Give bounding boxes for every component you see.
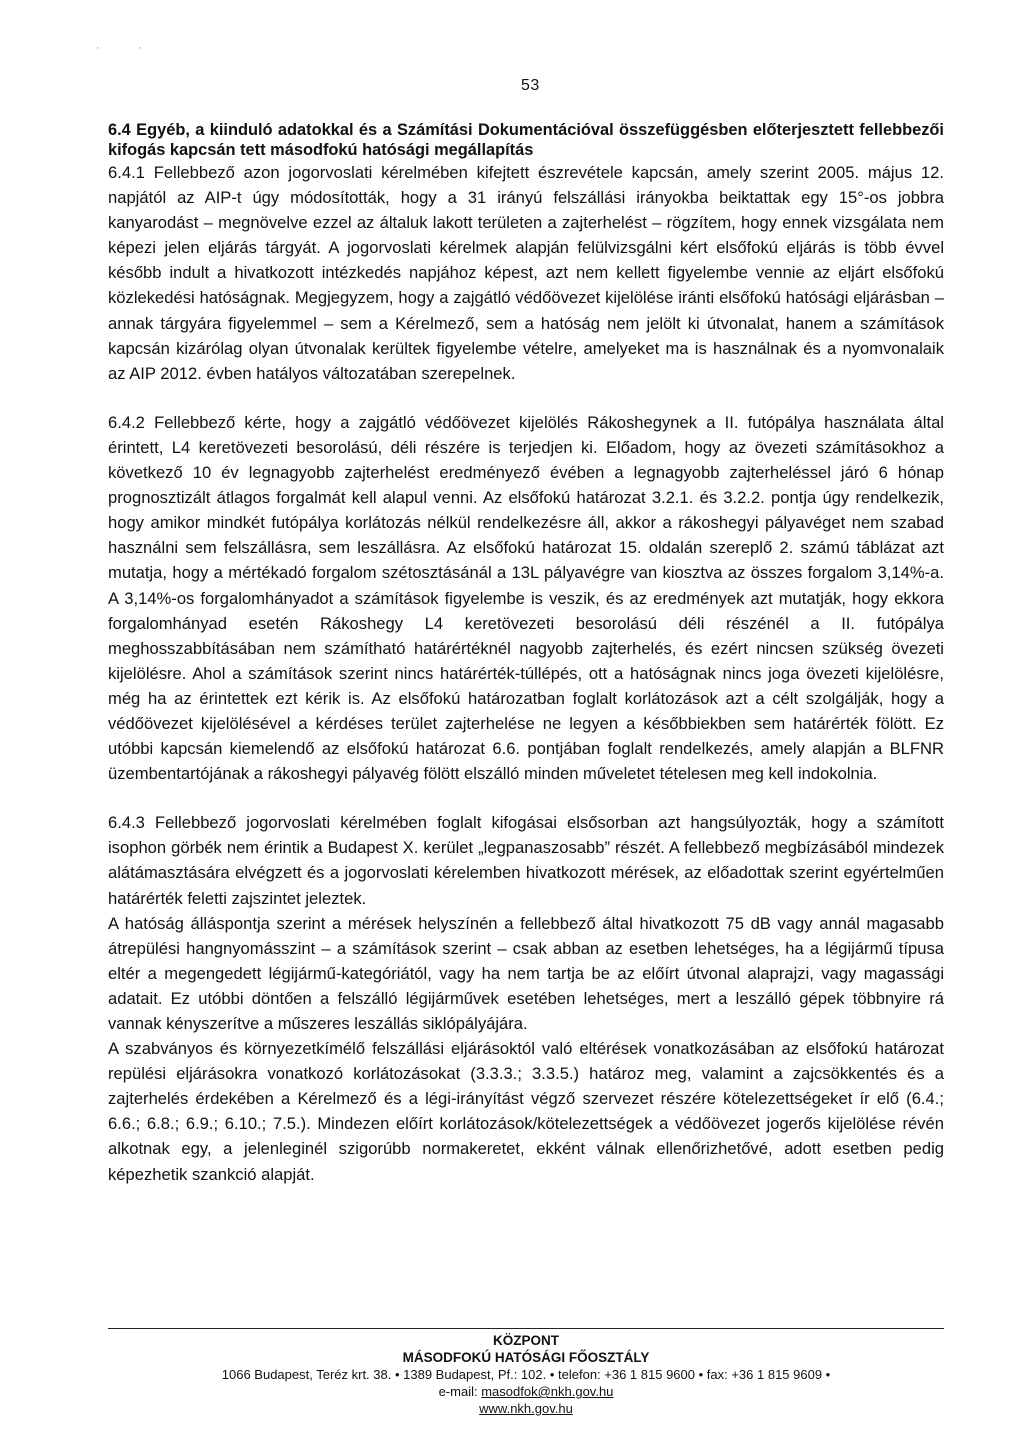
paragraph-6-4-2: 6.4.2 Fellebbező kérte, hogy a zajgátló védőövezet kijelölés Rákoshegynek a II. futópálya használata által érintett, L4 keretövezeti besorolású, déli részére is terjedjen ki. Előadom, hogy az övezeti számításokhoz a következő 10 év legnagyobb zajterhelést eredményező évében a legnagyobb zajterheléssel járó 6 hónap prognosztizált átlagos forgalmát kell alapul venni. Az elsőfokú határozat 3.2.1. és 3.2.2. pontja úgy rendelkezik, hogy amikor mindkét futópálya korlátozás nélkül rendelkezésre áll, akkor a rákoshegyi pályavéget nem szabad használni sem felszállásra, sem leszállásra. Az elsőfokú határozat 15. oldalán szereplő 2. számú táblázat azt mutatja, hogy a mértékadó forgalom szétosztásánál a 13L pályavégre van kiosztva az összes forgalom 3,14%-a. A 3,14%-os forgalomhányadot a számítások figyelembe is veszik, és az eredmények azt mutatják, hogy ekkora forgalomhányad esetén Rákoshegy L4 keretövezeti besorolású déli részénél a II. futópálya meghosszabbításában nem számítható határértéknél nagyobb zajterhelés, és ezért nincsen szükség övezeti kijelölésre. Ahol a számítások szerint nincs határérték-túllépés, ott a hatóságnak nincs joga övezeti kijelölésre, még ha az érintettek ezt kérik is. Az elsőfokú határozatban foglalt korlátozások azt a célt szolgálják, hogy a védőövezet kijelölésével a kérdéses terület zajterhelése ne legyen a későbbiekben sem határérték fölött. Ez utóbbi kapcsán kiemelendő az elsőfokú határozat 6.6. pontjában foglalt rendelkezés, amely alapján a BLFNR üzembentartójának a rákoshegyi pályavég fölött elszálló minden műveletet tételesen meg kell indokolnia. xyxy=(108,412,944,784)
paragraph-gap xyxy=(108,786,944,810)
section-title: 6.4 Egyéb, a kiinduló adatokkal és a Számítási Dokumentációval összefüggésben előterjesztett fellebbezői kifogás kapcsán tett másodfokú hatósági megállapítás xyxy=(108,121,944,159)
footer-address: 1066 Budapest, Teréz krt. 38. • 1389 Budapest, Pf.: 102. • telefon: +36 1 815 9600 • fax: +36 1 815 9609 • xyxy=(221,1367,831,1382)
paragraph-6-4-3-authority-position: A hatóság álláspontja szerint a mérések helyszínén a fellebbező által hivatkozott 75 dB vagy annál magasabb átrepülési hangnyomásszint – a számítások szerint – csak abban az esetben lehetséges, ha a légijármű típusa eltér a megengedett légijármű-kategóriától, vagy ha nem tartja be az előírt útvonal alaprajzi, vagy magassági adatait. Ez utóbbi döntően a felszálló légijárművek esetében lehetséges, mert a leszálló gépek többnyire rá vannak kényszerítve a műszeres leszállás siklópályájára. xyxy=(108,913,944,1033)
footer-email-line xyxy=(108,1383,944,1400)
scan-speck: · xyxy=(138,42,142,54)
paragraph-6-4-3-procedures: A szabványos és környezetkímélő felszállási eljárásoktól való eltérések vonatkozásában az elsőfokú határozat repülési eljárásokra vonatkozó korlátozásokat (3.3.3.; 3.3.5.) határoz meg, valamint a zajcsökkentés és a zajterhelés érdekében a Kérelmező és a légi-irányítást végző szervezet részére kötelezettségeket ír elő (6.4.; 6.6.; 6.8.; 6.9.; 6.10.; 7.5.). Mindezen előírt korlátozások/kötelezettségek a védőövezet jogerős kijelölése révén alkotnak egy, a jelenleginél szigorúbb normakeretet, ekként válnak ellenőrizhetővé, adott esetben pedig képezhetik szankció alapját. xyxy=(108,1039,944,1184)
document-body xyxy=(108,120,944,1187)
footer-email-link[interactable]: masodfok@nkh.gov.hu xyxy=(481,1384,614,1399)
paragraph-6-4-3: 6.4.3 Fellebbező jogorvoslati kérelmében foglalt kifogásai elsősorban azt hangsúlyozták, hogy a számított isophon görbék nem érintik a Budapest X. kerület „legpanaszosabb” részét. A fellebbező megbízásából mindezek alátámasztására elvégzett és a jogorvoslati kérelemben hivatkozott mérések, az előadottak szerint egyértelműen határérték feletti zajszintet jeleztek. xyxy=(108,813,944,908)
footer-department: MÁSODFOKÚ HATÓSÁGI FŐOSZTÁLY xyxy=(402,1350,650,1365)
page-number: 53 xyxy=(521,77,540,94)
letterhead-footer xyxy=(108,1328,944,1417)
scan-speck: · xyxy=(96,42,100,54)
footer-email-label: e-mail: xyxy=(438,1384,478,1399)
footer-web-link[interactable]: www.nkh.gov.hu xyxy=(479,1401,573,1416)
paragraph-6-4-1: 6.4.1 Fellebbező azon jogorvoslati kérelmében kifejtett észrevétele kapcsán, amely szerint 2005. május 12. napjától az AIP-t úgy módosították, hogy a 31 irányú felszállási irányokba beiktattak egy 15°-os jobbra kanyarodást – megnövelve ezzel az általuk lakott területen a zajterhelést – rögzítem, hogy ennek vizsgálata nem képezi jelen eljárás tárgyát. A jogorvoslati kérelmek alapján felülvizsgálni kért elsőfokú eljárás is több évvel később indult a hivatkozott intézkedés napjához képest, azt nem kellett figyelembe vennie az eljárt elsőfokú közlekedési hatóságnak. Megjegyzem, hogy a zajgátló védőövezet kijelölése iránti elsőfokú hatósági eljárásban – annak tárgyára figyelemmel – sem a Kérelmező, sem a hatóság nem jelölt ki útvonalat, hanem a számítások kapcsán kizárólag olyan útvonalak kerültek figyelembe vételre, amelyeket ma is használnak és a nyomvonalaik az AIP 2012. évben hatályos változatában szerepelnek. xyxy=(108,163,944,383)
footer-office: KÖZPONT xyxy=(493,1333,559,1348)
paragraph-gap xyxy=(108,386,944,410)
